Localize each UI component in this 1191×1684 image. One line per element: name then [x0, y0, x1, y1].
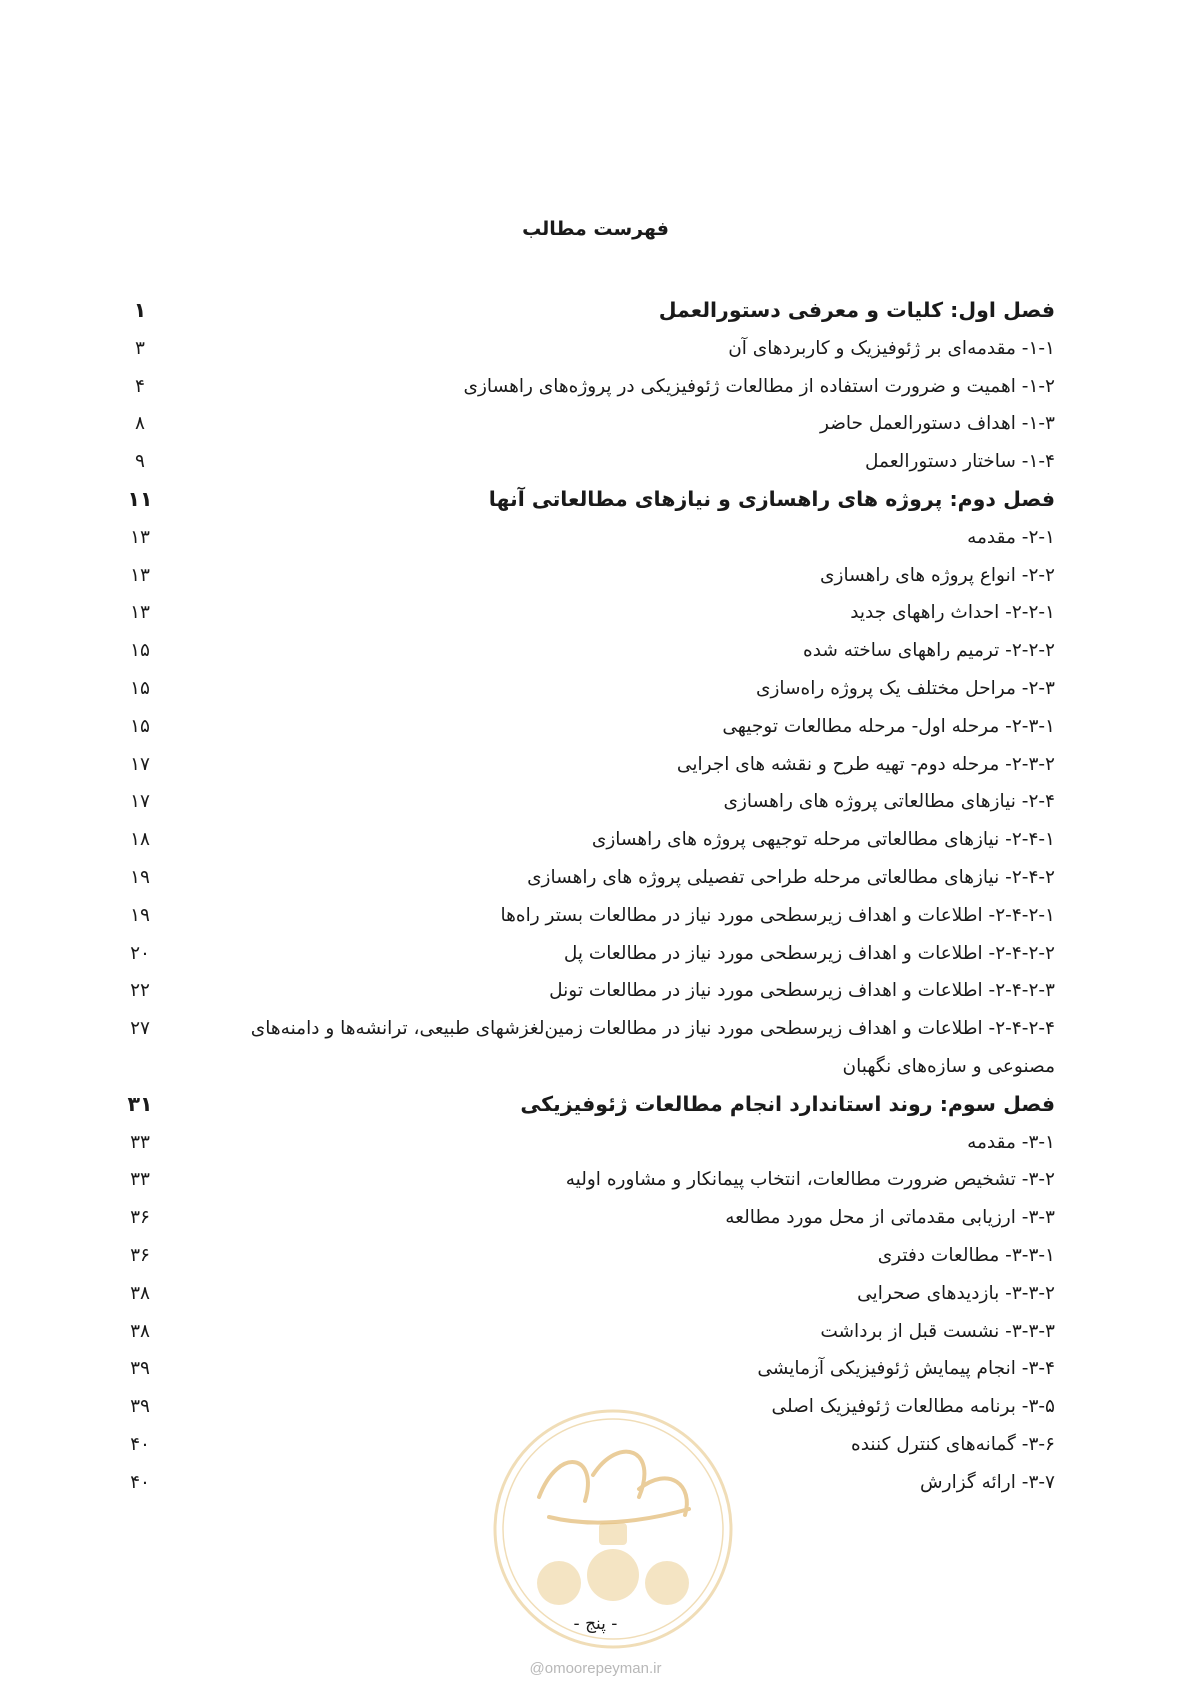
toc-entry-page: ۱۵ [130, 640, 150, 662]
toc-entry-title: ۳-۳-۱- مطالعات دفتری [877, 1244, 1055, 1266]
toc-row [120, 859, 1055, 897]
toc-entry-page: ۲۰ [130, 942, 150, 964]
toc-entry-page: ۱۳ [130, 602, 150, 624]
toc-chapter-row [120, 292, 1055, 330]
toc-entry-title: ۳-۵- برنامه مطالعات ژئوفیزیک اصلی [771, 1396, 1055, 1418]
toc-row [120, 557, 1055, 595]
toc-row [120, 1237, 1055, 1275]
toc-entry-title: ۱-۴- ساختار دستورالعمل [865, 451, 1055, 473]
toc-entry-title: ۱-۳- اهداف دستورالعمل حاضر [819, 413, 1055, 435]
toc-entry-page: ۳۶ [130, 1207, 150, 1229]
toc-entry-page: ۱۹ [130, 904, 150, 926]
toc-row [120, 1350, 1055, 1388]
toc-entry-title: فصل سوم: روند استاندارد انجام مطالعات ژئوفیزیکی [520, 1091, 1055, 1116]
toc-row [120, 368, 1055, 406]
toc-entry-page: ۳۳ [130, 1169, 150, 1191]
toc-row [120, 935, 1055, 973]
toc-entry-page: ۳۸ [130, 1320, 150, 1342]
toc-entry-title: ۲-۳-۲- مرحله دوم- تهیه طرح و نقشه های اجرایی [676, 753, 1055, 775]
toc-row [120, 1275, 1055, 1313]
toc-entry-title: ۲-۴-۲-۱- اطلاعات و اهداف زیرسطحی مورد نیاز در مطالعات بستر راه‌ها [500, 904, 1055, 926]
watermark: @omoorepeyman.ir [529, 1660, 662, 1677]
toc-row [120, 972, 1055, 1010]
toc-row [120, 443, 1055, 481]
toc-entry-page: ۳۳ [130, 1131, 150, 1153]
toc-entry-page: ۳۹ [130, 1358, 150, 1380]
toc-entry-title: ۲-۴- نیازهای مطالعاتی پروژه های راهسازی [723, 791, 1055, 813]
toc-entry-page: ۲۲ [130, 980, 150, 1002]
toc-row [120, 708, 1055, 746]
toc-entry-page: ۳۸ [130, 1282, 150, 1304]
toc-entry-title: ۲-۴-۲- نیازهای مطالعاتی مرحله طراحی تفصیلی پروژه های راهسازی [527, 866, 1055, 888]
toc-row [120, 1010, 1055, 1086]
toc-entry-page: ۱۳ [130, 526, 150, 548]
page-title: فهرست مطالب [522, 218, 669, 240]
toc-chapter-row [120, 481, 1055, 519]
table-of-contents [120, 292, 1055, 1502]
toc-entry-page: ۴۰ [130, 1471, 150, 1493]
toc-entry-page: ۳۶ [130, 1244, 150, 1266]
toc-entry-page: ۸ [135, 413, 145, 435]
toc-entry-page: ۱۱ [127, 486, 153, 511]
toc-entry-title: ۳-۱- مقدمه [967, 1131, 1055, 1153]
toc-row [120, 594, 1055, 632]
toc-entry-title: ۳-۷- ارائه گزارش [920, 1471, 1055, 1493]
toc-row [120, 670, 1055, 708]
toc-entry-page: ۱۷ [130, 791, 150, 813]
toc-row [120, 405, 1055, 443]
toc-entry-page: ۱۳ [130, 564, 150, 586]
toc-row [120, 632, 1055, 670]
toc-entry-title: ۳-۳-۲- بازدیدهای صحرایی [857, 1282, 1055, 1304]
toc-entry-title: ۲-۳-۱- مرحله اول- مرحله مطالعات توجیهی [722, 715, 1055, 737]
toc-entry-page: ۴۰ [130, 1433, 150, 1455]
toc-row [120, 1199, 1055, 1237]
toc-entry-title: ۲-۴-۲-۳- اطلاعات و اهداف زیرسطحی مورد نیاز در مطالعات تونل [549, 980, 1055, 1002]
toc-entry-title: ۳-۲- تشخیص ضرورت مطالعات، انتخاب پیمانکار و مشاوره اولیه [565, 1169, 1055, 1191]
toc-entry-title: ۱-۱- مقدمه‌ای بر ژئوفیزیک و کاربردهای آن [728, 337, 1055, 359]
toc-entry-page: ۳۹ [130, 1396, 150, 1418]
toc-entry-title: فصل اول: کلیات و معرفی دستورالعمل [658, 298, 1055, 322]
toc-row [120, 821, 1055, 859]
toc-row [120, 1124, 1055, 1162]
toc-entry-page: ۹ [135, 451, 145, 473]
toc-chapter-row [120, 1086, 1055, 1124]
toc-entry-page: ۴ [135, 375, 145, 397]
toc-entry-page: ۲۷ [130, 1018, 150, 1040]
toc-entry-page: ۱۸ [130, 829, 150, 851]
toc-entry-title: ۲-۱- مقدمه [967, 526, 1055, 548]
toc-entry-page: ۱۹ [130, 866, 150, 888]
toc-entry-title: ۳-۳- ارزیابی مقدماتی از محل مورد مطالعه [725, 1207, 1055, 1229]
toc-entry-page: ۳۱ [127, 1091, 153, 1116]
page-number: - پنج - [573, 1614, 618, 1634]
toc-row [120, 330, 1055, 368]
toc-entry-title: ۲-۲-۲- ترمیم راههای ساخته شده [803, 640, 1055, 662]
toc-row [120, 746, 1055, 784]
toc-row [120, 897, 1055, 935]
toc-entry-title: فصل دوم: پروژه های راهسازی و نیازهای مطالعاتی آنها [488, 486, 1055, 511]
toc-entry-title: ۲-۳- مراحل مختلف یک پروژه راه‌سازی [756, 677, 1055, 699]
toc-row [120, 783, 1055, 821]
toc-row [120, 519, 1055, 557]
toc-entry-title: ۲-۲- انواع پروژه های راهسازی [820, 564, 1055, 586]
toc-entry-title: ۲-۴-۲-۴- اطلاعات و اهداف زیرسطحی مورد نیاز در مطالعات زمین‌لغزشهای طبیعی، ترانشه‌ها و دامنه‌های مصنوعی و سازه‌های نگهبان [250, 1018, 1055, 1077]
toc-entry-title: ۱-۲- اهمیت و ضرورت استفاده از مطالعات ژئوفیزیکی در پروژه‌های راهسازی [463, 375, 1055, 397]
toc-entry-page: ۱۵ [130, 715, 150, 737]
toc-entry-title: ۲-۲-۱- احداث راههای جدید [850, 602, 1055, 624]
toc-entry-page: ۱۷ [130, 753, 150, 775]
toc-entry-title: ۲-۴-۲-۲- اطلاعات و اهداف زیرسطحی مورد نیاز در مطالعات پل [563, 942, 1055, 964]
toc-entry-title: ۳-۳-۳- نشست قبل از برداشت [820, 1320, 1055, 1342]
toc-entry-title: ۳-۶- گمانه‌های کنترل کننده [851, 1433, 1055, 1455]
toc-row [120, 1161, 1055, 1199]
toc-entry-page: ۱ [133, 298, 147, 322]
toc-entry-title: ۲-۴-۱- نیازهای مطالعاتی مرحله توجیهی پروژه های راهسازی [591, 829, 1055, 851]
toc-entry-page: ۱۵ [130, 677, 150, 699]
toc-entry-page: ۳ [135, 337, 145, 359]
toc-entry-title: ۳-۴- انجام پیمایش ژئوفیزیکی آزمایشی [757, 1358, 1055, 1380]
toc-row [120, 1313, 1055, 1351]
